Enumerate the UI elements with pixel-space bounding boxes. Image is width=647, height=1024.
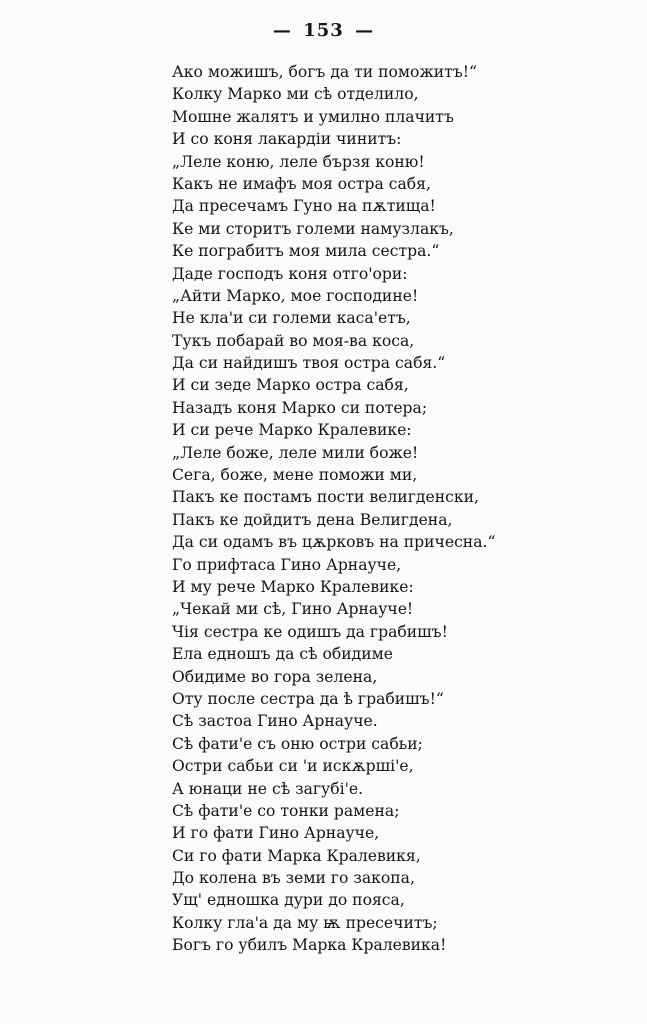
poem-line: Да си одамъ въ цѫрковъ на причесна.“ [172,533,496,552]
poem-line: Пакъ ке дойдитъ дена Велигдена, [172,510,453,529]
poem-line: Сѣ фати'е съ оню остри сабьи; [172,734,423,753]
poem-line: Да си найдишъ твоя остра сабя.“ [172,354,446,373]
poem-line: Пакъ ке постамъ пости велигденски, [172,488,479,507]
poem-line: Сѣ застоа Гино Арнауче. [172,712,378,731]
header-dash-left: — [272,20,292,41]
poem-line: „Чекай ми сѣ, Гино Арнауче! [172,600,414,619]
poem-text [172,61,632,957]
poem-line: „Леле боже, леле мили боже! [172,443,419,462]
poem-line: А юнаци не сѣ загубі'е. [172,779,364,798]
poem-line: Ке ми сторитъ големи намузлакъ, [172,219,454,238]
poem-line: Какъ не имафъ моя остра сабя, [172,174,431,193]
poem-line: Мошне жалятъ и умилно плачитъ [172,107,454,126]
poem-line: Оту после сестра да ѣ грабишъ!“ [172,689,444,708]
poem-line: Сега, боже, мене поможи ми, [172,466,418,485]
poem-line: „Айти Марко, мое господине! [172,286,419,305]
poem-line: И му рече Марко Кралевике: [172,577,414,596]
poem-line: Чія сестра ке одишъ да грабишъ! [172,622,448,641]
poem-line: Ела едношъ да сѣ обидиме [172,645,394,664]
header-dash-right: — [355,20,375,41]
poem-line: Ако можишъ, богъ да ти поможитъ!“ [172,63,477,81]
poem-line: Ущ' едношка дури до пояса, [172,891,405,910]
poem-line: Сѣ фати'е со тонки рамена; [172,801,400,820]
poem-line: Назадъ коня Марко си потера; [172,398,428,417]
poem-line: Да пресечамъ Гуно на пѫтища! [172,197,436,216]
poem-line: И со коня лакардіи чинитъ: [172,130,402,149]
poem-line: И си зеде Марко остра сабя, [172,376,409,395]
poem-line: Го прифтаса Гино Арнауче, [172,555,402,574]
page-header [0,20,647,41]
poem-line: „Леле коню, леле бързя коню! [172,152,425,171]
poem-line: Си го фати Марка Кралевикя, [172,846,421,865]
poem-line: До колена въ земи го закопа, [172,869,415,888]
poem-line: Не кла'и си големи каса'етъ, [172,309,411,328]
poem-line: Обидиме во гора зелена, [172,667,378,686]
poem-line: Богъ го убилъ Марка Кралевика! [172,936,447,955]
poem-line: Ке пограбитъ моя мила сестра.“ [172,242,440,261]
page-number: 153 [303,20,344,41]
poem-line: И го фати Гино Арнауче, [172,824,380,843]
poem-line: Колку гла'а да му ѭ пресечитъ; [172,913,438,932]
poem-line: Тукъ побарай во моя-ва коса, [172,331,415,350]
poem-line: Остри сабьи си 'и искѫрші'е, [172,757,414,776]
poem-line: И си рече Марко Кралевике: [172,421,412,440]
poem-line: Даде господъ коня отго'ори: [172,264,408,283]
poem-line: Колку Марко ми сѣ отделило, [172,85,419,104]
